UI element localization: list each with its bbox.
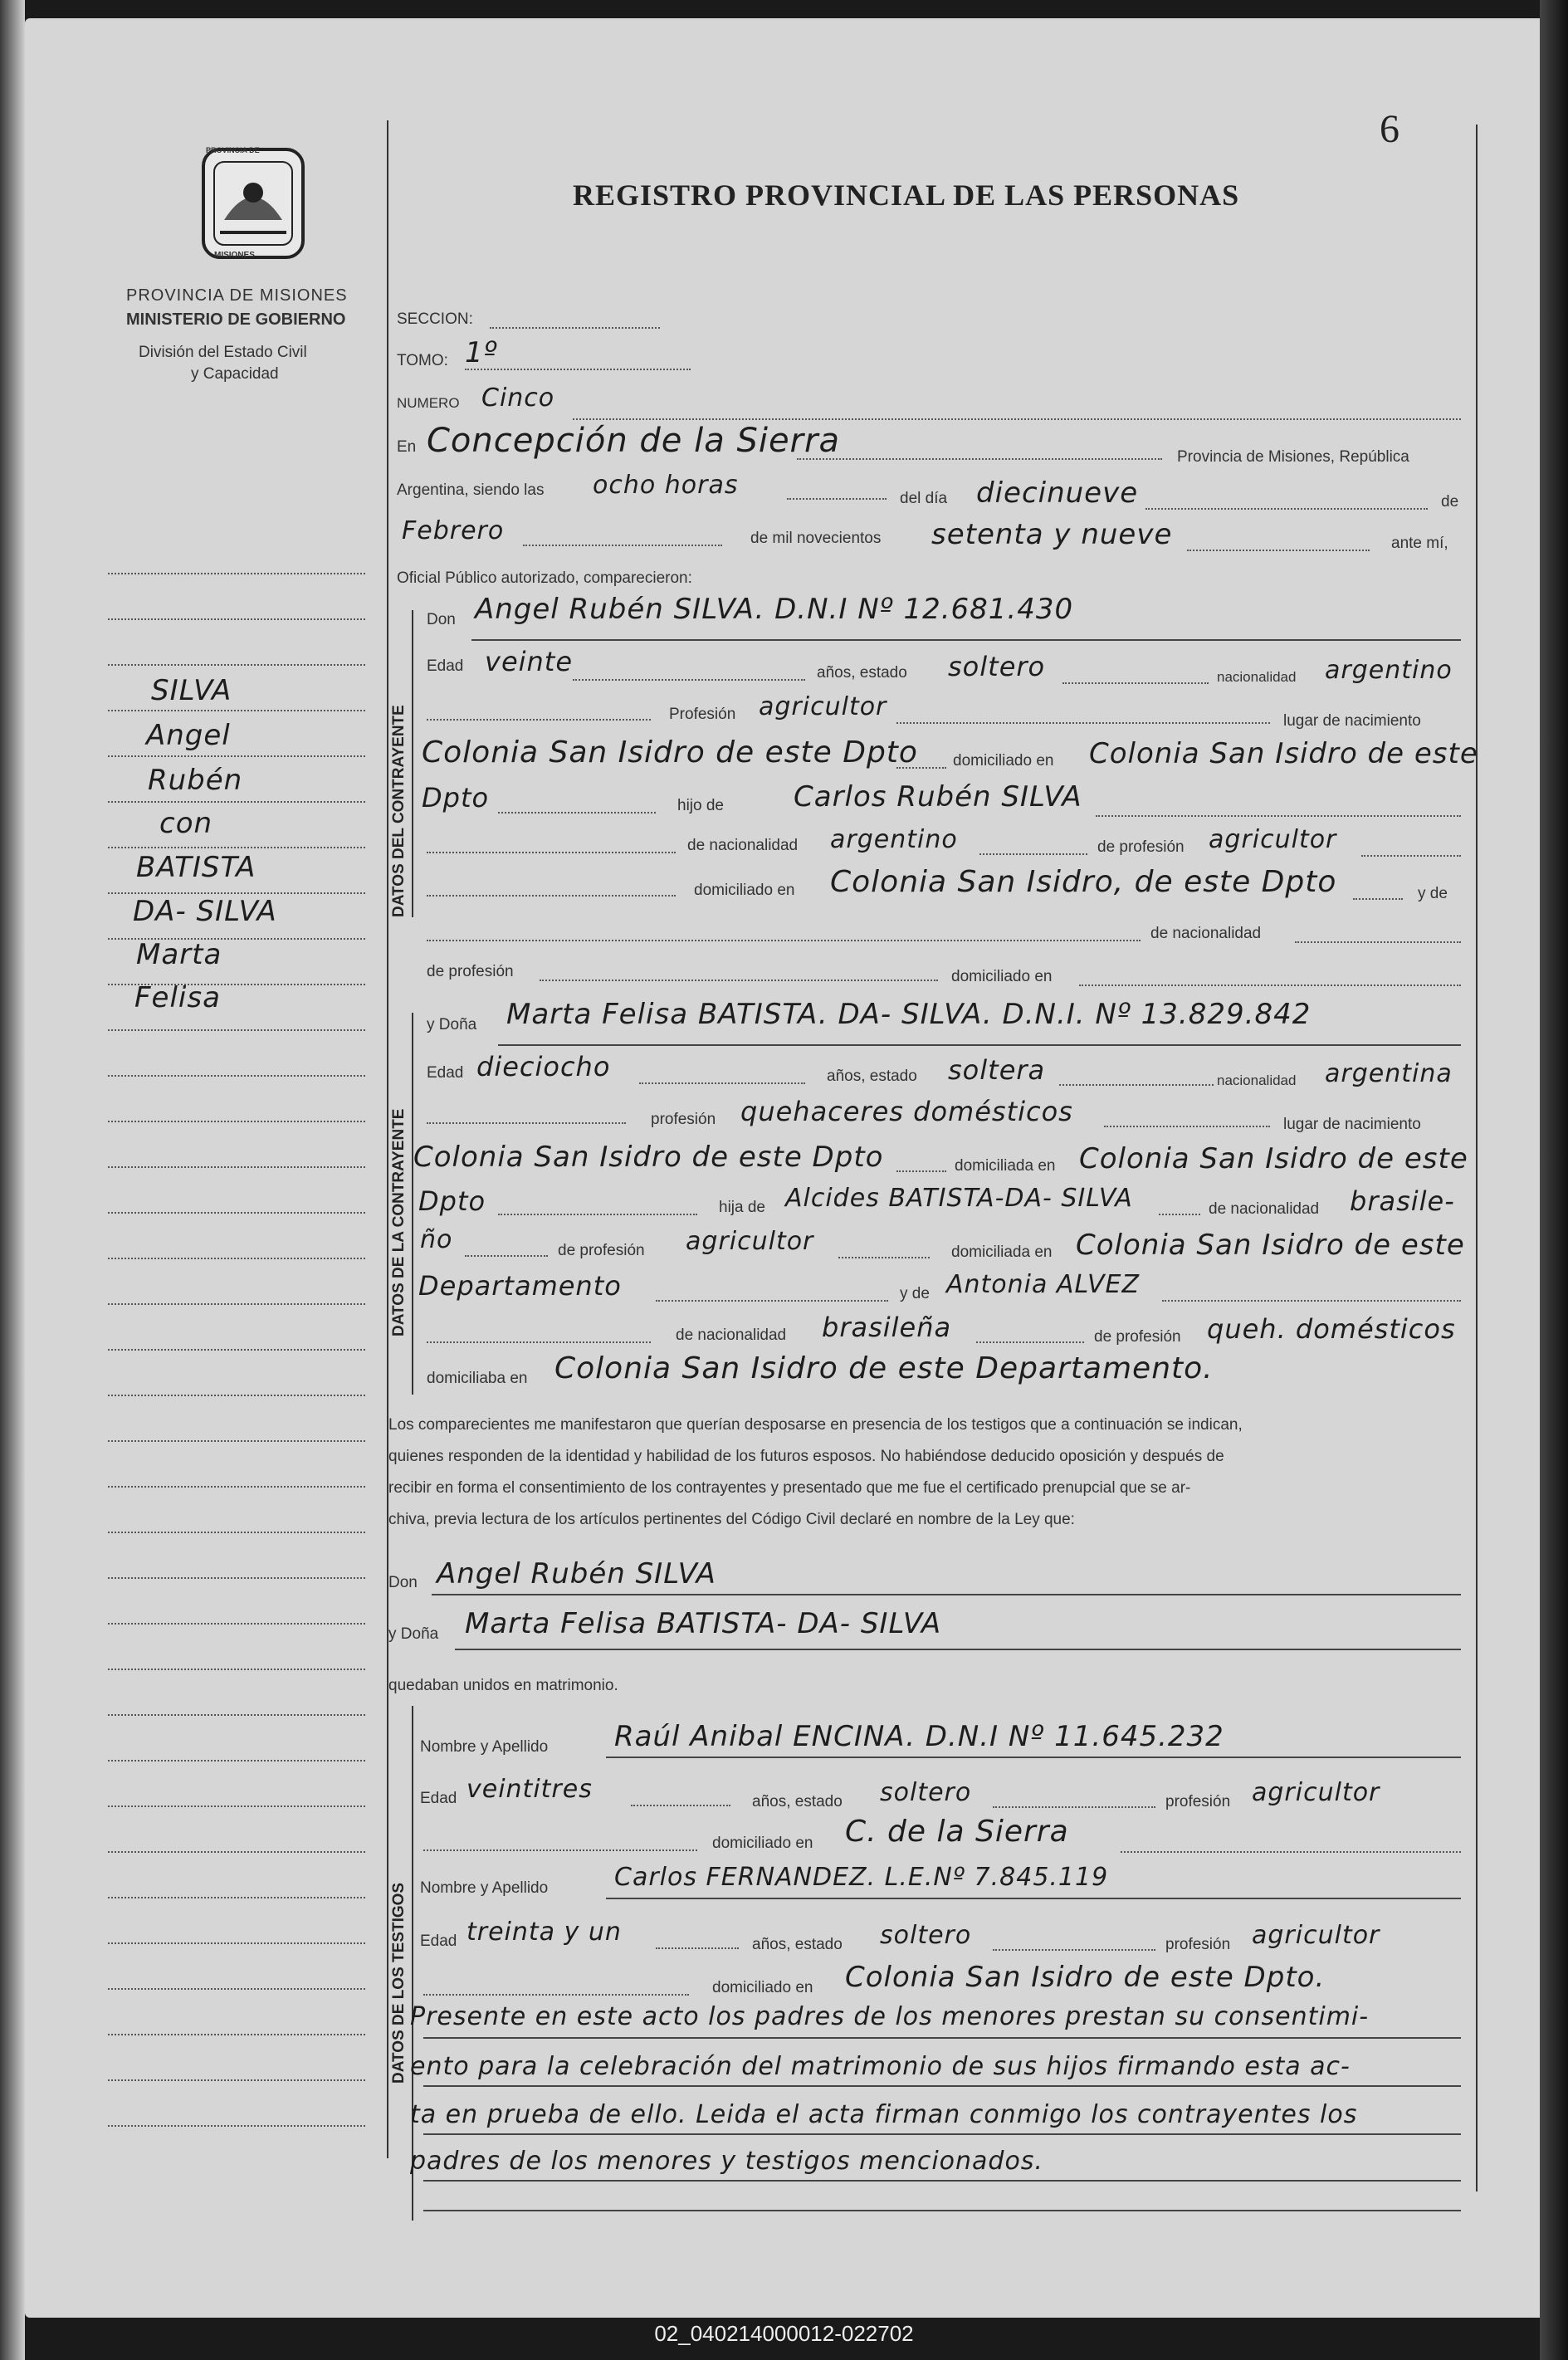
groom-lugar: Colonia San Isidro de este Dpto <box>422 735 918 770</box>
province-seal-icon <box>191 141 315 266</box>
bride-father-prof: agricultor <box>686 1227 814 1256</box>
anio-label: de mil novecientos <box>750 530 882 547</box>
groom-mother-line <box>427 940 1141 941</box>
groom-father-line <box>1096 815 1461 817</box>
margin-line <box>108 892 365 894</box>
en-label: En <box>397 438 417 456</box>
margin-surname: SILVA <box>151 674 232 707</box>
bride-father-prof-label: de profesión <box>558 1242 645 1259</box>
groom-father-nac-line <box>979 853 1087 855</box>
oficial-label: Oficial Público autorizado, comparecieron: <box>397 569 692 587</box>
groom-estado: soltero <box>948 651 1046 682</box>
t1-edad: veintitres <box>466 1775 593 1804</box>
margin-firstname-2: Marta <box>136 938 222 971</box>
groom-mother-dom-line <box>1079 985 1461 986</box>
bride-estado-label: años, estado <box>827 1068 917 1085</box>
bride-father-dom-label: domiciliada en <box>951 1244 1053 1261</box>
t2-edad-label: Edad <box>420 1932 457 1950</box>
numero-value: Cinco <box>481 384 555 413</box>
bride-edad-line <box>639 1082 805 1084</box>
bride-name: Marta Felisa BATISTA. DA- SILVA. D.N.I. Nº 13.829.842 <box>506 998 1312 1031</box>
groom-domicilio-a: Colonia San Isidro de este <box>1089 737 1478 770</box>
margin-line <box>108 1121 365 1122</box>
bride-lugar: Colonia San Isidro de este Dpto <box>413 1141 884 1174</box>
margin-line <box>108 1166 365 1168</box>
t1-profesion-label: profesión <box>1165 1793 1231 1810</box>
margin-line <box>108 710 365 711</box>
t2-domiciliado-label: domiciliado en <box>712 1979 813 1996</box>
t1-nombre: Raúl Anibal ENCINA. D.N.I Nº 11.645.232 <box>614 1720 1224 1753</box>
margin-line <box>108 1714 365 1716</box>
bride-father-nac-line <box>465 1255 548 1257</box>
groom-father-prof: agricultor <box>1209 825 1337 854</box>
t1-profesion: agricultor <box>1252 1778 1380 1807</box>
margin-surname-3: DA- SILVA <box>133 895 277 928</box>
argentina-label: Argentina, siendo las <box>397 481 545 499</box>
t2-profesion-label: profesión <box>1165 1936 1231 1953</box>
bride-nacionalidad: argentina <box>1325 1059 1453 1088</box>
t1-estado-line <box>993 1806 1155 1808</box>
margin-line <box>108 1532 365 1533</box>
bride-father-dom-a: Colonia San Isidro de este <box>1076 1229 1465 1262</box>
contrayente-side-label: DATOS DEL CONTRAYENTE <box>390 705 408 917</box>
groom-domiciliado-label: domiciliado en <box>953 752 1054 770</box>
groom-father-dom-line <box>1353 898 1403 900</box>
groom-profesion-line <box>896 722 1270 724</box>
margin-line <box>108 1897 365 1898</box>
mes-line <box>523 545 722 546</box>
note-rule-1 <box>423 2037 1461 2039</box>
margin-con: con <box>159 807 213 840</box>
bride-estado: soltera <box>948 1054 1046 1086</box>
note-line-1: Presente en este acto los padres de los menores prestan su consentimi- <box>410 2002 1370 2031</box>
bride-domicilio-a: Colonia San Isidro de este <box>1079 1142 1468 1175</box>
union-don: Angel Rubén SILVA <box>437 1557 716 1590</box>
statement-line-2: quienes responden de la identidad y habilidad de los futuros esposos. No habiéndose deducido oposición y después de <box>388 1448 1224 1465</box>
groom-mother-prof-label: de profesión <box>427 963 514 980</box>
t1-edad-label: Edad <box>420 1790 457 1807</box>
document-title: REGISTRO PROVINCIAL DE LAS PERSONAS <box>573 178 1240 212</box>
union-don-label: Don <box>388 1574 418 1591</box>
contrayenta-side-label: DATOS DE LA CONTRAYENTE <box>390 1108 408 1336</box>
right-rule <box>1476 125 1478 2191</box>
hora-value: ocho horas <box>593 471 739 500</box>
statement-line-3: recibir en forma el consentimiento de los contrayentes y presentado que me fue el certificado prenupcial que se ar- <box>388 1479 1191 1497</box>
groom-mother-dom-label: domiciliado en <box>951 968 1053 985</box>
margin-line <box>108 1623 365 1625</box>
margin-line <box>108 1440 365 1442</box>
anio-line <box>1187 550 1370 551</box>
book-edge-right <box>1540 0 1568 2360</box>
en-value: Concepción de la Sierra <box>427 422 840 460</box>
bride-lugar-line <box>896 1170 946 1172</box>
margin-line <box>108 1942 365 1944</box>
bride-prof-blank <box>427 1122 626 1124</box>
groom-prof-blank <box>427 719 651 721</box>
groom-name: Angel Rubén SILVA. D.N.I Nº 12.681.430 <box>475 593 1074 626</box>
groom-y-de-label: y de <box>1418 885 1448 902</box>
tomo-line <box>465 369 691 370</box>
bride-hija-label: hija de <box>719 1199 765 1216</box>
don-label: Don <box>427 611 456 628</box>
t2-nombre: Carlos FERNANDEZ. L.E.Nº 7.845.119 <box>614 1863 1109 1892</box>
t2-edad: treinta y un <box>466 1918 622 1947</box>
margin-line <box>108 1669 365 1670</box>
bride-mother-line <box>1162 1300 1461 1302</box>
office-capacity: y Capacidad <box>191 365 279 383</box>
note-line-4: padres de los menores y testigos mencionados. <box>410 2147 1043 2176</box>
dia-label: del día <box>900 490 948 507</box>
bride-father-nac-a: brasile- <box>1350 1185 1455 1217</box>
margin-line <box>108 1988 365 1990</box>
bride-mother-prof: queh. domésticos <box>1207 1313 1456 1345</box>
groom-father-prof-line <box>1361 855 1461 857</box>
groom-estado-line <box>1062 682 1209 684</box>
seccion-line <box>490 327 660 329</box>
bride-edad: dieciocho <box>476 1051 611 1082</box>
tomo-label: TOMO: <box>397 352 448 369</box>
image-id-footer: 02_040214000012-022702 <box>654 2321 914 2346</box>
t2-estado-label: años, estado <box>752 1936 843 1953</box>
groom-father-dom-label: domiciliado en <box>694 882 795 899</box>
anio-value: setenta y nueve <box>931 518 1173 551</box>
groom-mother-nac-label: de nacionalidad <box>1150 925 1262 942</box>
bride-estado-line <box>1059 1084 1214 1086</box>
note-rule-5 <box>423 2210 1461 2211</box>
groom-father-dom: Colonia San Isidro, de este Dpto <box>830 865 1337 899</box>
margin-middlename-2: Felisa <box>134 981 221 1014</box>
note-rule-3 <box>423 2133 1461 2135</box>
testigos-rule <box>412 1706 413 2221</box>
groom-edad-line <box>573 679 805 681</box>
margin-line <box>108 1212 365 1214</box>
groom-father-dom-blank <box>427 895 676 897</box>
ante-label: ante mí, <box>1391 535 1448 552</box>
margin-line <box>108 1486 365 1488</box>
t2-estado-line <box>993 1949 1155 1951</box>
margin-line <box>108 1395 365 1396</box>
book-spine-left <box>0 0 25 2360</box>
groom-profesion: agricultor <box>759 692 887 721</box>
statement-line-1: Los comparecientes me manifestaron que querían desposarse en presencia de los testigos que a continuación se indican, <box>388 1416 1243 1434</box>
quedaban-text: quedaban unidos en matrimonio. <box>388 1677 618 1694</box>
note-line-2: ento para la celebración del matrimonio de sus hijos firmando esta ac- <box>410 2052 1351 2081</box>
bride-domicilio-line <box>498 1214 697 1215</box>
margin-line <box>108 1029 365 1031</box>
margin-line <box>108 1303 365 1305</box>
margin-line <box>108 1075 365 1077</box>
margin-surname-2: BATISTA <box>136 851 256 884</box>
dia-value: diecinueve <box>976 476 1139 510</box>
groom-mother-nac-line <box>1295 941 1461 943</box>
office-province: PROVINCIA DE MISIONES <box>126 286 348 305</box>
bride-mother-nac-line <box>976 1341 1084 1343</box>
bride-mother-dom-label: domiciliaba en <box>427 1370 528 1387</box>
t2-profesion: agricultor <box>1252 1921 1380 1950</box>
t1-domicilio: C. de la Sierra <box>845 1815 1069 1849</box>
groom-father: Carlos Rubén SILVA <box>794 780 1082 814</box>
union-dona-line <box>455 1649 1461 1650</box>
testigos-side-label: DATOS DE LOS TESTIGOS <box>390 1882 408 2084</box>
margin-firstname: Angel <box>146 719 231 752</box>
groom-name-line <box>471 639 1461 641</box>
tomo-value: 1º <box>465 336 498 369</box>
bride-father-dom-b: Departamento <box>418 1270 622 1302</box>
groom-lugar-label: lugar de nacimiento <box>1283 712 1421 730</box>
margin-line <box>108 2125 365 2127</box>
bride-lugar-label: lugar de nacimiento <box>1283 1116 1421 1133</box>
note-rule-2 <box>423 2085 1461 2087</box>
t1-domicilio-line <box>1121 1851 1461 1853</box>
page-number: 6 <box>1380 107 1399 151</box>
t1-edad-line <box>631 1805 730 1806</box>
margin-line <box>108 2034 365 2035</box>
margin-line <box>108 1349 365 1351</box>
margin-line <box>108 2079 365 2081</box>
groom-nacionalidad: argentino <box>1325 656 1453 685</box>
margin-line <box>108 1805 365 1807</box>
en-line <box>797 458 1162 460</box>
t1-nombre-label: Nombre y Apellido <box>420 1738 549 1756</box>
groom-nacionalidad-label: nacionalidad <box>1217 669 1297 685</box>
contrayenta-rule <box>412 1013 413 1395</box>
bride-mother-nac-label: de nacionalidad <box>676 1327 787 1344</box>
groom-father-nac-label: de nacionalidad <box>687 837 799 854</box>
t2-estado: soltero <box>880 1921 972 1950</box>
t1-estado: soltero <box>880 1778 972 1807</box>
margin-line <box>108 618 365 620</box>
t2-dom-blank <box>423 1994 689 1996</box>
bride-domicilio-b: Dpto <box>418 1185 486 1217</box>
provincia-label: Provincia de Misiones, República <box>1177 448 1409 466</box>
bride-profesion-label: profesión <box>651 1111 716 1128</box>
numero-line <box>573 418 1461 420</box>
t2-domicilio: Colonia San Isidro de este Dpto. <box>845 1961 1326 1994</box>
margin-line <box>108 1577 365 1579</box>
margin-middlename: Rubén <box>148 764 243 797</box>
bride-profesion-line <box>1104 1126 1270 1127</box>
margin-line <box>108 1851 365 1853</box>
margin-rule <box>387 120 388 2158</box>
union-dona-label: y Doña <box>388 1625 439 1643</box>
bride-father-nac-label: de nacionalidad <box>1209 1200 1320 1218</box>
margin-line <box>108 664 365 666</box>
groom-lugar-line <box>896 767 946 769</box>
margin-line <box>108 755 365 757</box>
t1-nombre-line <box>606 1757 1461 1758</box>
margin-line <box>108 847 365 848</box>
bride-father-nac-b: ño <box>420 1225 453 1254</box>
bride-mother-dom: Colonia San Isidro de este Departamento. <box>554 1351 1214 1385</box>
hora-line <box>787 498 887 500</box>
seal-top-text: PROVINCIA DE <box>206 146 260 154</box>
bride-father: Alcides BATISTA-DA- SILVA <box>785 1184 1133 1213</box>
t1-domiciliado-label: domiciliado en <box>712 1835 813 1852</box>
groom-hijo-label: hijo de <box>677 797 724 814</box>
mes-value: Febrero <box>402 516 505 545</box>
margin-line <box>108 573 365 574</box>
bride-father-prof-line <box>838 1257 930 1258</box>
office-division: División del Estado Civil <box>139 344 307 361</box>
bride-name-line <box>498 1044 1461 1046</box>
bride-profesion: quehaceres domésticos <box>740 1096 1073 1127</box>
margin-line <box>108 1258 365 1259</box>
t1-estado-label: años, estado <box>752 1793 843 1810</box>
t2-nombre-label: Nombre y Apellido <box>420 1879 549 1897</box>
bride-edad-label: Edad <box>427 1064 464 1082</box>
margin-line <box>108 801 365 803</box>
dia-line <box>1145 508 1428 510</box>
contrayente-rule <box>412 610 413 917</box>
seal-bottom-text: MISIONES <box>214 251 255 260</box>
groom-domicilio-line <box>498 812 656 814</box>
t2-nombre-line <box>606 1898 1461 1899</box>
statement-line-4: chiva, previa lectura de los artículos pertinentes del Código Civil declaré en nombre de la Ley que: <box>388 1511 1075 1528</box>
bride-father-line <box>1159 1214 1200 1215</box>
de-label: de <box>1441 493 1459 511</box>
bride-mother: Antonia ALVEZ <box>946 1270 1141 1299</box>
groom-edad: veinte <box>485 646 574 677</box>
groom-father-nac: argentino <box>830 825 958 854</box>
bride-father-dom-line <box>656 1300 888 1302</box>
groom-mother-prof-line <box>540 980 938 981</box>
office-ministry: MINISTERIO DE GOBIERNO <box>126 310 346 329</box>
groom-father-prof-label: de profesión <box>1097 838 1185 856</box>
union-dona: Marta Felisa BATISTA- DA- SILVA <box>465 1607 942 1640</box>
groom-estado-label: años, estado <box>817 664 907 682</box>
bride-nacionalidad-label: nacionalidad <box>1217 1073 1297 1088</box>
t1-dom-blank <box>423 1849 697 1851</box>
groom-father-blank <box>427 852 676 853</box>
bride-mother-nac: brasileña <box>822 1312 952 1343</box>
bride-mother-prof-label: de profesión <box>1094 1328 1181 1346</box>
note-rule-4 <box>423 2180 1461 2182</box>
groom-profesion-label: Profesión <box>669 706 736 723</box>
dona-label: y Doña <box>427 1016 477 1033</box>
margin-line <box>108 1760 365 1761</box>
bride-y-de-label: y de <box>900 1285 930 1302</box>
groom-edad-label: Edad <box>427 657 464 675</box>
seccion-label: SECCION: <box>397 310 473 328</box>
union-don-line <box>432 1594 1461 1595</box>
t2-edad-line <box>656 1947 739 1949</box>
bride-domiciliada-label: domiciliada en <box>955 1157 1056 1175</box>
groom-domicilio-b: Dpto <box>422 782 490 814</box>
bride-mother-blank <box>427 1341 651 1343</box>
note-line-3: ta en prueba de ello. Leida el acta firman conmigo los contrayentes los <box>410 2100 1358 2129</box>
numero-label: NUMERO <box>397 395 460 411</box>
